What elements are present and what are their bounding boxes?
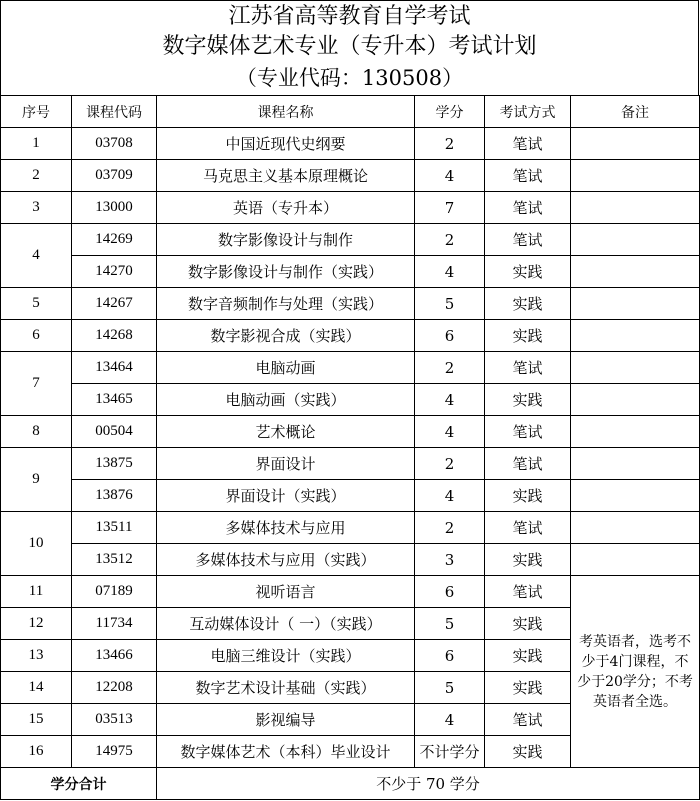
course-credits: 2 (415, 512, 485, 544)
course-credits: 4 (415, 160, 485, 192)
course-name: 数字音频制作与处理（实践） (157, 288, 415, 320)
course-name: 互动媒体设计（ 一）（实践） (157, 608, 415, 640)
elective-remark: 考英语者，选考不少于4门课程，不少于20学分；不考英语者全选。 (571, 576, 700, 768)
course-code: 14975 (72, 736, 157, 768)
course-name: 数字影视合成（实践） (157, 320, 415, 352)
total-label: 学分合计 (1, 768, 157, 800)
table-row (1, 416, 700, 448)
course-code: 13875 (72, 448, 157, 480)
table-row (1, 352, 700, 384)
remark-cell (571, 544, 700, 576)
course-code: 00504 (72, 416, 157, 448)
course-credits: 6 (415, 640, 485, 672)
remark-cell (571, 512, 700, 544)
table-row (1, 448, 700, 480)
exam-method: 实践 (485, 384, 571, 416)
remark-cell (571, 320, 700, 352)
course-credits: 2 (415, 352, 485, 384)
course-code: 13876 (72, 480, 157, 512)
header-credits: 学分 (415, 96, 485, 128)
table-row (1, 256, 700, 288)
course-plan-table (0, 95, 700, 800)
course-name: 多媒体技术与应用（实践） (157, 544, 415, 576)
exam-method: 实践 (485, 672, 571, 704)
remark-cell (571, 352, 700, 384)
course-name: 界面设计（实践） (157, 480, 415, 512)
course-name: 电脑三维设计（实践） (157, 640, 415, 672)
exam-method: 笔试 (485, 192, 571, 224)
exam-method: 笔试 (485, 160, 571, 192)
exam-authority-title: 江苏省高等教育自学考试 (0, 0, 699, 31)
course-table-body (1, 128, 700, 768)
course-name: 电脑动画 (157, 352, 415, 384)
table-row (1, 192, 700, 224)
table-row (1, 160, 700, 192)
course-code: 12208 (72, 672, 157, 704)
course-code: 13464 (72, 352, 157, 384)
table-row (1, 576, 700, 608)
table-row (1, 288, 700, 320)
course-credits: 4 (415, 256, 485, 288)
table-row (1, 224, 700, 256)
remark-cell (571, 384, 700, 416)
course-name: 视听语言 (157, 576, 415, 608)
course-name: 数字艺术设计基础（实践） (157, 672, 415, 704)
course-credits: 2 (415, 224, 485, 256)
course-credits: 4 (415, 416, 485, 448)
course-code: 03709 (72, 160, 157, 192)
course-index: 9 (1, 448, 72, 512)
course-credits: 3 (415, 544, 485, 576)
header-exam: 考试方式 (485, 96, 571, 128)
course-credits: 5 (415, 288, 485, 320)
course-code: 13512 (72, 544, 157, 576)
course-credits: 6 (415, 320, 485, 352)
course-index: 6 (1, 320, 72, 352)
course-name: 马克思主义基本原理概论 (157, 160, 415, 192)
course-index: 1 (1, 128, 72, 160)
table-header-row (1, 96, 700, 128)
exam-method: 实践 (485, 288, 571, 320)
course-credits: 不计学分 (415, 736, 485, 768)
exam-method: 笔试 (485, 704, 571, 736)
course-index: 8 (1, 416, 72, 448)
exam-method: 笔试 (485, 576, 571, 608)
exam-method: 实践 (485, 256, 571, 288)
course-name: 中国近现代史纲要 (157, 128, 415, 160)
table-row (1, 480, 700, 512)
course-name: 数字媒体艺术（本科）毕业设计 (157, 736, 415, 768)
course-index: 2 (1, 160, 72, 192)
exam-method: 笔试 (485, 352, 571, 384)
course-index: 10 (1, 512, 72, 576)
course-index: 4 (1, 224, 72, 288)
exam-method: 实践 (485, 608, 571, 640)
course-code: 03708 (72, 128, 157, 160)
course-code: 11734 (72, 608, 157, 640)
table-row (1, 384, 700, 416)
course-index: 3 (1, 192, 72, 224)
course-code: 07189 (72, 576, 157, 608)
course-index: 14 (1, 672, 72, 704)
header-index: 序号 (1, 96, 72, 128)
course-index: 13 (1, 640, 72, 672)
exam-method: 笔试 (485, 448, 571, 480)
course-index: 11 (1, 576, 72, 608)
table-row (1, 544, 700, 576)
header-name: 课程名称 (157, 96, 415, 128)
course-code: 14267 (72, 288, 157, 320)
course-index: 5 (1, 288, 72, 320)
course-credits: 5 (415, 608, 485, 640)
course-credits: 6 (415, 576, 485, 608)
exam-method: 笔试 (485, 128, 571, 160)
course-index: 16 (1, 736, 72, 768)
remark-cell (571, 192, 700, 224)
remark-cell (571, 448, 700, 480)
header-remark: 备注 (571, 96, 700, 128)
course-credits: 5 (415, 672, 485, 704)
remark-cell (571, 256, 700, 288)
remark-cell (571, 288, 700, 320)
remark-cell (571, 128, 700, 160)
table-row (1, 128, 700, 160)
course-index: 15 (1, 704, 72, 736)
remark-cell (571, 416, 700, 448)
exam-method: 实践 (485, 544, 571, 576)
total-row (1, 768, 700, 800)
course-credits: 2 (415, 448, 485, 480)
course-code: 14268 (72, 320, 157, 352)
course-name: 数字影像设计与制作 (157, 224, 415, 256)
course-name: 数字影像设计与制作（实践） (157, 256, 415, 288)
course-credits: 7 (415, 192, 485, 224)
course-code: 13466 (72, 640, 157, 672)
course-name: 英语（专升本） (157, 192, 415, 224)
course-name: 界面设计 (157, 448, 415, 480)
total-value: 不少于 70 学分 (157, 768, 700, 800)
header-code: 课程代码 (72, 96, 157, 128)
course-name: 多媒体技术与应用 (157, 512, 415, 544)
course-index: 7 (1, 352, 72, 416)
exam-method: 笔试 (485, 224, 571, 256)
exam-method: 笔试 (485, 512, 571, 544)
table-row (1, 320, 700, 352)
course-credits: 2 (415, 128, 485, 160)
course-code: 03513 (72, 704, 157, 736)
course-name: 影视编导 (157, 704, 415, 736)
course-code: 13000 (72, 192, 157, 224)
program-code: （专业代码：130508） (0, 62, 699, 95)
course-credits: 4 (415, 384, 485, 416)
exam-method: 实践 (485, 480, 571, 512)
remark-cell (571, 160, 700, 192)
course-name: 艺术概论 (157, 416, 415, 448)
course-index: 12 (1, 608, 72, 640)
course-credits: 4 (415, 480, 485, 512)
program-title: 数字媒体艺术专业（专升本）考试计划 (0, 31, 699, 62)
exam-method: 实践 (485, 736, 571, 768)
course-code: 13511 (72, 512, 157, 544)
exam-method: 实践 (485, 320, 571, 352)
course-code: 14270 (72, 256, 157, 288)
remark-cell (571, 480, 700, 512)
course-code: 13465 (72, 384, 157, 416)
course-credits: 4 (415, 704, 485, 736)
exam-method: 实践 (485, 640, 571, 672)
remark-cell (571, 224, 700, 256)
course-name: 电脑动画（实践） (157, 384, 415, 416)
exam-method: 笔试 (485, 416, 571, 448)
table-row (1, 512, 700, 544)
course-code: 14269 (72, 224, 157, 256)
